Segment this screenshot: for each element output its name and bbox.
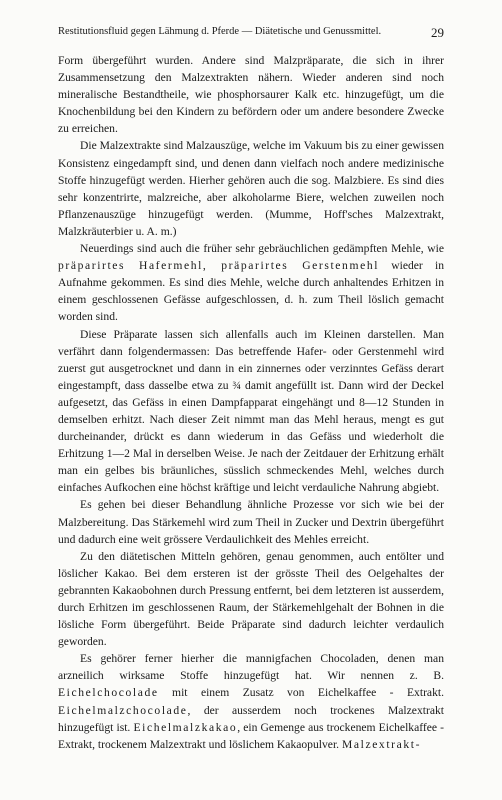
text-run: mit einem Zusatz von Eichelkaffee - Extrakt. <box>158 686 444 700</box>
spaced-term: Eichelmalzchocolade <box>58 703 188 717</box>
spaced-term: Malzextrakt- <box>341 737 422 751</box>
text-run: Es gehörer ferner hierher die mannigfachen Chocoladen, denen man arzneilich wirksame Stoffe hinzugefügt hat. Wir nennen z. B. <box>58 652 444 683</box>
paragraph-darstellung: Diese Präparate lassen sich allenfalls auch im Kleinen darstellen. Man verfährt dann folgendermassen: Das betreffende Hafer- oder Gerstenmehl wird zuerst gut ausgetrocknet und dann in ein zinnernes oder verzinntes Gefäss derart eingestampft, dass dasselbe etwa zu ¾ damit angefüllt ist. Dann wird der Deckel aufgesetzt, das Gefäss in einen Dampfapparat eingehängt und 8—12 Stunden in demselben erhitzt. Nach dieser Zeit nimmt man das Mehl heraus, mengt es gut durcheinander, drückt es dann wiederum in das Gefäss und wiederholt die Erhitzung 1—2 Mal in derselben Weise. Je nach der Zeitdauer der Erhitzung erhält man ein gelbes bis bräunliches, süsslich schmeckendes Mehl, welches durch einfaches Aufkochen eine höchst kräftige und leicht verdauliche Nahrung abgiebt. <box>58 327 444 495</box>
spaced-term: präparirtes Hafermehl, präparirtes Gerstenmehl <box>58 259 380 273</box>
page-number: 29 <box>431 25 444 40</box>
text-run: wieder in Aufnahme gekommen. Es sind dies Mehle, welche durch anhaltendes Erhitzen in einem geschlossenen Gefässe aufgeschlossen, d. h. zum Theil löslich gemacht worden sind. <box>58 259 445 324</box>
running-title: Restitutionsfluid gegen Lähmung d. Pferde — Diätetische und Genussmittel. <box>58 26 382 37</box>
paragraph-prozesse: Es gehen bei dieser Behandlung ähnliche Prozesse vor sich wie bei der Malzbereitung. Das Stärkemehl wird zum Theil in Zucker und Dextrin übergeführt und dadurch eine weit grössere Verdaulichkeit des Mehles erreicht. <box>58 498 444 546</box>
paragraph-gedaempfte-mehle <box>58 240 444 325</box>
text-run: , der ausserdem noch trockenes Malzextrakt hinzugefügt ist. <box>58 703 444 734</box>
text-run: Neuerdings sind auch die früher sehr gebräuchlichen gedämpften Mehle, wie <box>80 242 444 256</box>
spaced-term: Eichelmalzkakao <box>133 720 238 734</box>
paragraph-continuation: Form übergeführt wurden. Andere sind Malzpräparate, die sich in ihrer Zusammensetzung den Malzextrakten nähern. Wieder anderen sind noch mineralische Bestandtheile, wie phosphorsaurer Kalk etc. hinzugefügt, um die Knochenbildung bei den Kindern zu befördern oder um andere besondere Zwecke zu erreichen. <box>58 54 444 136</box>
paragraph-kakao: Zu den diätetischen Mitteln gehören, genau genommen, auch entölter und löslicher Kakao. Bei dem ersteren ist der grösste Theil des Oelgehaltes der gebrannten Kakaobohnen durch Pressung entfernt, bei dem letzteren ist ausserdem, durch Erhitzen im geschlossenen Raum, der Stärkemehlgehalt der Bohnen in die lösliche Form übergeführt. Beide Präparate sind dadurch leichter verdaulich geworden. <box>58 549 445 649</box>
page-header <box>58 26 444 42</box>
body-text <box>58 52 444 753</box>
paragraph-malzextrakte: Die Malzextrakte sind Malzauszüge, welche im Vakuum bis zu einer gewissen Konsistenz eingedampft sind, und denen dann vielfach noch andere medizinische Stoffe hinzugefügt werden. Hierher gehören auch die sog. Malzbiere. Es sind dies sehr konzentrirte, malzreiche, aber alkoholarme Biere, welchen zuweilen noch Pflanzenauszüge hinzugefügt werden. (Mumme, Hoff'sches Malzextrakt, Malzkräuterbier u. A. m.) <box>58 139 444 238</box>
spaced-term: Eichelchocolade <box>58 686 159 700</box>
text-run: , ein Gemenge aus trockenem Eichelkaffee - Extrakt, trockenem Malzextrakt und löslichem Kakaopulver. <box>58 720 445 751</box>
paragraph-chocoladen <box>58 650 444 753</box>
